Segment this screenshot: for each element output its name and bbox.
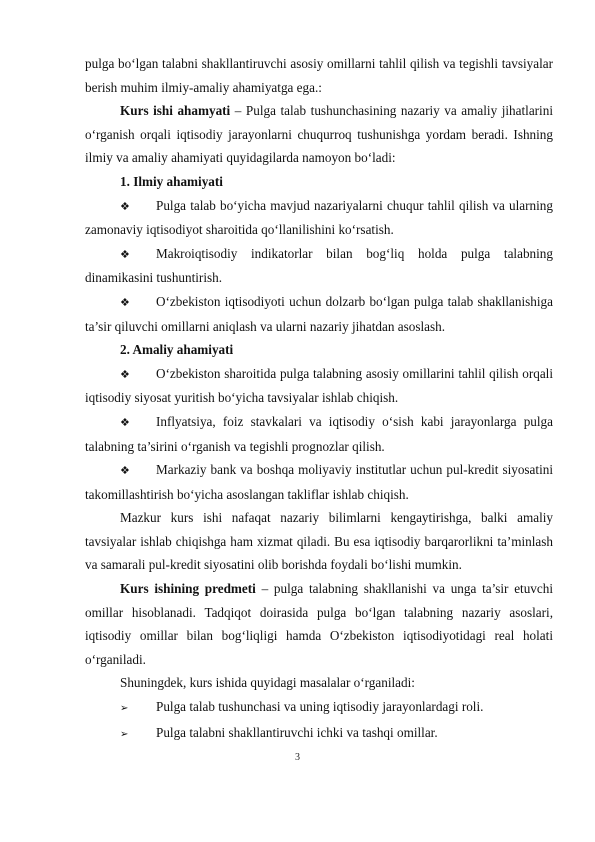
arrow-bullet-icon: ➢ [120,703,129,715]
subject-text: – pulga talabning shakllanishi va unga ta’sir etuvchi omillar hisoblanadi. Tadqiqot doirasida pulga bo‘lgan talabning nazariy asoslari, iqtisodiy omillar bilan bog‘liqligi hamda O‘zbekiston iqtisodiyotidagi real holati o‘rganiladi. [85,581,554,667]
tasks-intro: Shuningdek, kurs ishida quyidagi masalalar o‘rganiladi: [120,675,415,691]
diamond-bullet-icon: ❖ [120,247,130,261]
list-item-text: O‘zbekiston sharoitida pulga talabning asosiy omillarini tahlil qilish orqali iqtisodiy siyosat yuritish bo‘yicha tavsiyalar ishlab chiqish. [85,365,553,406]
subject-term: Kurs ishining predmeti [120,581,256,597]
diamond-bullet-icon: ❖ [120,415,130,429]
diamond-bullet-icon: ❖ [120,367,130,381]
list-item-text: Inflyatsiya, foiz stavkalari va iqtisodiy o‘sish kabi jarayonlarga pulga talabning ta’sirini o‘rganish va tegishli prognozlar qilish. [85,413,553,454]
importance-paragraph [85,99,553,170]
diamond-bullet-icon: ❖ [120,464,130,478]
list-item [85,410,553,458]
conclusion-paragraph: Mazkur kurs ishi nafaqat nazariy bilimlarni kengaytirishga, balki amaliy tavsiyalar ishlab chiqishga ham xizmat qiladi. Bu esa iqtisodiy barqarorlikni ta’minlash va samarali pul-kredit siyosatini olib borishda foydali bo‘lishi mumkin. [85,510,553,573]
list-item-text: Pulga talab bo‘yicha mavjud nazariyalarni chuqur tahlil qilish va ularning zamonaviy iqtisodiyot sharoitida qo‘llanilishini ko‘rsatish. [85,197,553,238]
list-item-text: Makroiqtisodiy indikatorlar bilan bog‘liq holda pulga talabning dinamikasini tushuntirish. [85,245,553,286]
list-item [85,721,553,747]
heading-scientific: 1. Ilmiy ahamiyati [120,173,223,189]
page-number: 3 [295,752,300,763]
list-item [85,362,553,410]
diamond-bullet-icon: ❖ [120,199,130,213]
list-item [85,242,553,290]
list-item-text: Pulga talabni shakllantiruvchi ichki va tashqi omillar. [156,724,438,740]
arrow-bullet-icon: ➢ [120,728,129,740]
list-item-text: Markaziy bank va boshqa moliyaviy institutlar uchun pul-kredit siyosatini takomillashtirish bo‘yicha asoslangan takliflar ishlab chiqish. [85,462,553,502]
heading-practical: 2. Amaliy ahamiyati [120,342,234,358]
page-body [85,52,553,746]
list-item-text: O‘zbekiston iqtisodiyoti uchun dolzarb bo‘lgan pulga talab shakllanishiga ta’sir qiluvchi omillarni aniqlash va ularni nazariy jihatdan asoslash. [85,293,553,334]
diamond-bullet-icon: ❖ [120,295,130,309]
intro-paragraph: pulga bo‘lgan talabni shakllantiruvchi asosiy omillarni tahlil qilish va tegishli tavsiyalar berish muhim ilmiy-amaliy ahamiyatga ega.: [85,56,553,95]
subject-paragraph [85,577,553,671]
importance-text: – Pulga talab tushunchasining nazariy va amaliy jihatlarini o‘rganish orqali iqtisodiy jarayonlarni chuqurroq tushunishga yordam beradi. Ishning ilmiy va amaliy ahamiyati quyidagilarda namoyon bo‘ladi: [85,103,553,166]
list-item [85,290,553,338]
list-item-text: Pulga talab tushunchasi va uning iqtisodiy jarayonlardagi roli. [156,699,484,715]
list-item [85,458,553,506]
list-item [85,194,553,242]
list-item [85,695,553,721]
importance-term: Kurs ishi ahamyati [120,103,231,119]
